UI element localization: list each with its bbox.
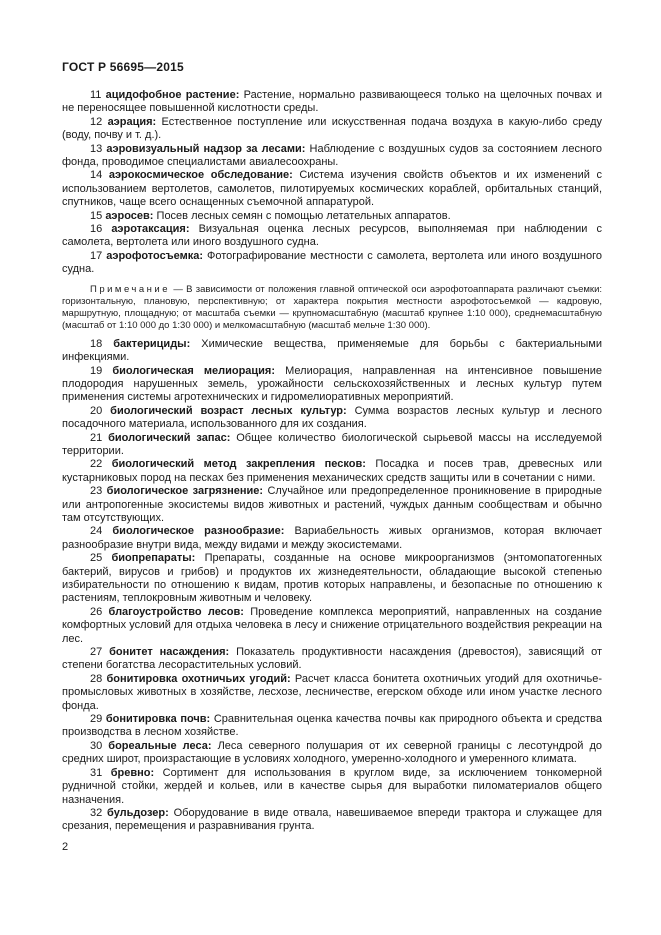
term-text: Показатель продуктивности насаждения (древостоя), зависящий от степени богатства лесорастительных условий. xyxy=(62,646,603,672)
term-text: Фотографирование местности с самолета, вертолета или иного воздушного судна. xyxy=(62,249,602,276)
term-name: аэрация: xyxy=(107,115,157,128)
term-definition xyxy=(62,169,602,209)
term-text: Оборудование в виде отвала, навешиваемое впереди трактора и служащее для срезания, перемещения и разравнивания грунта. xyxy=(62,806,603,833)
term-name: биологический возраст лесных культур: xyxy=(110,404,347,417)
term-number: 32 xyxy=(90,806,103,819)
term-definition xyxy=(62,116,602,143)
term-name: бонитировка почв: xyxy=(105,713,211,726)
term-number: 18 xyxy=(90,337,103,350)
term-name: бревно: xyxy=(110,766,155,779)
term-text: Вариабельность живых организмов, которая включает разнообразие внутри вида, между видами и между экосистемами. xyxy=(62,525,603,551)
term-name: биопрепараты: xyxy=(111,552,196,565)
note-paragraph xyxy=(62,284,602,332)
term-name: бактерициды: xyxy=(113,337,191,350)
term-number: 17 xyxy=(90,249,103,262)
term-definition xyxy=(62,525,602,552)
term-name: биологический запас: xyxy=(108,431,231,444)
term-name: бульдозер: xyxy=(107,806,169,819)
term-definition xyxy=(62,606,602,646)
term-definition xyxy=(62,432,602,459)
term-definition xyxy=(62,210,602,223)
term-name: аэротаксация: xyxy=(111,223,190,236)
term-name: аэросев: xyxy=(105,209,154,222)
term-name: аэровизуальный надзор за лесами: xyxy=(106,142,306,155)
term-definition xyxy=(62,767,602,807)
note-dash: — xyxy=(173,283,183,295)
term-name: биологическая мелиорация: xyxy=(112,364,276,377)
document-title: ГОСТ Р 56695—2015 xyxy=(62,60,184,74)
term-text: Химические вещества, применяемые для борьбы с бактериальными инфекциями. xyxy=(62,337,602,364)
term-definition xyxy=(62,740,602,767)
term-definition xyxy=(62,143,602,170)
term-definition xyxy=(62,552,602,606)
term-definition xyxy=(62,646,602,673)
term-name: биологический метод закрепления песков: xyxy=(111,458,366,471)
term-text: Посев лесных семян с помощью летательных аппаратов. xyxy=(156,209,451,222)
term-text: Растение, нормально развивающееся только на щелочных почвах и не переносящее повышенной кислотности среды. xyxy=(62,89,602,115)
note-text: В зависимости от положения главной оптической оси аэрофотоаппарата различают съемки: горизонтальную, плановую, перспективную; от характера покрытия местности аэрофотосъемкой — кадровую, маршрутную, площадную; от масштаба съемки — крупномасштабную (масштаб крупнее 1:10 000), среднемасштабную (масштаб от 1:10 000 до 1:30 000) и мелкомасштабную (масштаб мельче 1:30 000). xyxy=(62,283,603,331)
term-definition xyxy=(62,673,602,713)
term-number: 29 xyxy=(90,713,103,726)
term-number: 19 xyxy=(90,364,103,377)
term-number: 14 xyxy=(90,169,103,182)
term-text: Леса северного полушария от их северной границы с лесотундрой до средних широт, произрастающие в условиях холодного, умеренно-холодного и умеренного климата. xyxy=(62,739,603,766)
term-number: 21 xyxy=(90,431,103,444)
term-text: Проведение комплекса мероприятий, направленных на создание комфортных условий для отдыха человека в лесу и снижение отрицательного воздействия рекреации на лес. xyxy=(62,605,603,645)
term-definition xyxy=(62,223,602,250)
term-number: 27 xyxy=(90,646,103,659)
term-name: аэрофотосъемка: xyxy=(106,249,204,262)
term-definition xyxy=(62,365,602,405)
term-definition xyxy=(62,89,602,116)
term-text: Препараты, созданные на основе микроорганизмов (энтомопатогенных бактерий, вирусов и грибов) и продуктов их жизнедеятельности, обладающие высокой степенью избирательности по отношению к видам, против которых направлены, и безопасные по отношению к растениям, теплокровным животным и человеку. xyxy=(62,552,602,605)
term-number: 25 xyxy=(90,552,103,565)
term-definition xyxy=(62,458,602,485)
term-definition xyxy=(62,250,602,277)
term-name: бореальные леса: xyxy=(108,739,212,752)
term-text: Посадка и посев трав, древесных или кустарниковых пород на песках без применения механических средств защиты или в сочетании с ними. xyxy=(62,458,602,484)
term-text: Визуальная оценка лесных ресурсов, выполняемая при наблюдении с самолета, вертолета или иного воздушного судна. xyxy=(62,223,603,249)
note-label: Примечание xyxy=(90,283,170,295)
term-number: 28 xyxy=(90,672,103,685)
term-text: Естественное поступление или искусственная подача воздуха в какую-либо среду (воду, почву и т. д.). xyxy=(62,115,602,142)
term-text: Сравнительная оценка качества почвы как природного объекта и средства производства в лесном хозяйстве. xyxy=(62,713,602,739)
term-number: 13 xyxy=(90,142,103,155)
term-number: 23 xyxy=(90,485,103,498)
term-text: Случайное или предопределенное проникновение в природные или антропогенные экосистемы видов животных и растений, чуждых данным сообществам и обычно там отсутствующих. xyxy=(62,485,602,524)
term-number: 20 xyxy=(90,404,103,417)
term-text: Наблюдение с воздушных судов за состоянием лесного фонда, проводимое специалистами авиалесоохраны. xyxy=(62,142,603,169)
term-text: Сумма возрастов лесных культур и лесного посадочного материала, использованного для их создания. xyxy=(62,404,603,431)
term-definition xyxy=(62,338,602,365)
term-number: 22 xyxy=(90,458,103,471)
term-number: 24 xyxy=(90,525,103,538)
term-definition xyxy=(62,405,602,432)
term-number: 30 xyxy=(90,739,103,752)
term-name: благоустройство лесов: xyxy=(108,605,244,618)
page-number: 2 xyxy=(62,841,69,853)
term-number: 12 xyxy=(90,115,103,128)
term-name: аэрокосмическое обследование: xyxy=(108,169,293,182)
term-text: Мелиорация, направленная на интенсивное повышение плодородия нарушенных земель, урожайности сельскохозяйственных и лесных культур путем применения системы агротехнических и гидромелиоративных мероприятий. xyxy=(62,364,603,404)
term-name: биологическое разнообразие: xyxy=(112,525,285,538)
term-number: 16 xyxy=(90,223,103,236)
term-definition xyxy=(62,713,602,740)
term-name: биологическое загрязнение: xyxy=(106,485,264,498)
term-text: Система изучения свойств объектов и их изменений с использованием вертолетов, самолетов, пилотируемых космических кораблей, орбитальных станций, спутников, чаще всего оснащенных съемочной аппаратурой. xyxy=(62,169,602,209)
term-name: бонитировка охотничьих угодий: xyxy=(106,672,291,685)
term-name: бонитет насаждения: xyxy=(109,646,230,659)
term-text: Общее количество биологической сырьевой массы на исследуемой территории. xyxy=(62,431,602,457)
term-number: 26 xyxy=(90,605,103,618)
term-text: Сортимент для использования в круглом виде, за исключением тонкомерной рудничной стойки, жердей и кольев, или в качестве сырья для выработки пиломатериалов общего назначения. xyxy=(62,766,602,806)
term-number: 31 xyxy=(90,766,103,779)
term-definition xyxy=(62,807,602,834)
term-number: 15 xyxy=(90,209,103,222)
term-text: Расчет класса бонитета охотничьих угодий для охотничье-промысловых животных в хозяйстве, лесхозе, лесничестве, егерском обходе или ином участке лесного фонда. xyxy=(62,672,603,712)
term-name: ацидофобное растение: xyxy=(105,89,240,101)
term-number: 11 xyxy=(90,89,102,101)
terms-list xyxy=(62,89,602,834)
term-definition xyxy=(62,485,602,525)
